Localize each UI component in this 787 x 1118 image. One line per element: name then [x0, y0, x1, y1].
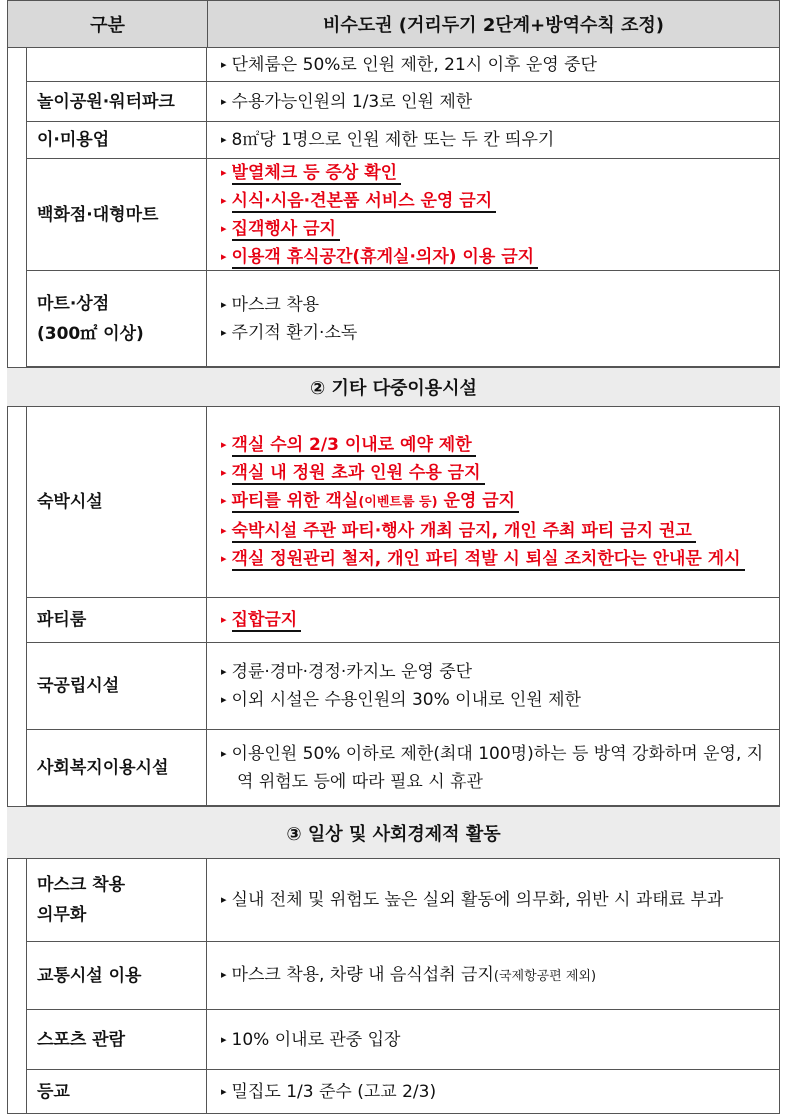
row-content: [207, 122, 780, 159]
row-indent-cell: [7, 598, 27, 643]
row-label-line: 마스크 착용: [37, 875, 126, 895]
policy-table: [7, 0, 780, 1114]
bullet-item: [221, 545, 771, 573]
row-label-line: 숙박시설: [37, 492, 103, 512]
row-content: [207, 859, 780, 942]
row-content: [207, 643, 780, 730]
bullet-text-main: 마스크 착용, 차량 내 음식섭취 금지: [231, 964, 494, 985]
bullet-text: [232, 219, 340, 241]
bullet-item: [221, 686, 771, 714]
bullet-text: [232, 690, 581, 710]
table-row: [7, 122, 780, 159]
triangle-right-icon: ▸: [221, 1084, 227, 1098]
row-indent-cell: [7, 159, 27, 271]
triangle-right-icon: ▸: [221, 438, 227, 451]
bullet-text-main: 시식·시음·견본품 서비스 운영 금지: [231, 190, 493, 211]
row-indent-cell: [7, 859, 27, 942]
row-label-line: 국공립시설: [37, 676, 120, 696]
row-label-line: 이·미용업: [37, 130, 110, 150]
bullet-text: [232, 521, 696, 543]
row-content: [207, 159, 780, 271]
bullet-item: [221, 886, 771, 914]
triangle-right-icon: ▸: [221, 693, 227, 706]
bullet-text: [232, 965, 597, 985]
bullet-text-main: 8㎡당 1명으로 인원 제한 또는 두 칸 띄우기: [231, 130, 555, 150]
triangle-right-icon: ▸: [221, 466, 227, 479]
bullet-text: [232, 662, 473, 682]
bullet-text: [232, 549, 745, 571]
row-label-line: 사회복지이용시설: [37, 757, 169, 778]
row-indent-cell: [7, 730, 27, 806]
row-indent-cell: [7, 271, 27, 367]
bullet-text-main: 객실 내 정원 초과 인원 수용 금지: [231, 463, 481, 483]
bullet-text-main: 객실 정원관리 철저, 개인 파티 적발 시 퇴실 조치한다는 안내문 게시: [231, 549, 741, 569]
triangle-right-icon: ▸: [221, 193, 227, 207]
row-label: [27, 942, 207, 1010]
bullet-text: [232, 744, 764, 792]
table-row: [7, 82, 780, 122]
bullet-item: [221, 658, 771, 686]
row-content: [207, 407, 780, 598]
row-content: [207, 82, 780, 122]
table-row: [7, 942, 780, 1010]
bullet-text-main: 발열체크 등 증상 확인: [231, 162, 398, 183]
bullet-text: [232, 247, 539, 269]
bullet-text: [232, 191, 497, 213]
bullet-item: [221, 459, 771, 487]
bullet-item: [221, 187, 771, 215]
bullet-text: [232, 92, 473, 112]
bullet-text-main: 실내 전체 및 위험도 높은 실외 활동에 의무화, 위반 시 과태료 부과: [231, 890, 724, 910]
bullet-text-main: 주기적 환기·소독: [231, 322, 358, 343]
row-label-line: 백화점·대형마트: [37, 204, 159, 225]
bullet-text-main: 집객행사 금지: [231, 218, 336, 239]
row-content: [207, 271, 780, 367]
table-row: [7, 407, 780, 598]
triangle-right-icon: ▸: [221, 57, 227, 71]
triangle-right-icon: ▸: [221, 552, 227, 565]
row-label-line: (300㎡ 이상): [37, 323, 144, 344]
bullet-text: [232, 435, 476, 457]
row-content: [207, 1010, 780, 1070]
triangle-right-icon: ▸: [221, 613, 227, 626]
row-content: [207, 730, 780, 806]
bullet-text-tail: 운영 금지: [437, 491, 516, 511]
triangle-right-icon: ▸: [221, 524, 227, 537]
triangle-right-icon: ▸: [221, 133, 227, 146]
row-label: [27, 82, 207, 122]
table-row: [7, 271, 780, 367]
row-label-line: 스포츠 관람: [37, 1029, 126, 1050]
bullet-text: [232, 295, 320, 315]
triangle-right-icon: ▸: [221, 893, 227, 906]
row-label: [27, 598, 207, 643]
triangle-right-icon: ▸: [221, 165, 227, 179]
row-label-line: 의무화: [37, 905, 87, 925]
header-category: 구분: [7, 0, 208, 48]
bullet-text: [232, 463, 485, 485]
row-indent-cell: [7, 82, 27, 122]
bullet-item: [221, 961, 771, 991]
bullet-text-main: 10% 이내로 관중 입장: [231, 1029, 401, 1050]
row-indent-cell: [7, 942, 27, 1010]
bullet-text-note: (국제항공편 제외): [493, 968, 597, 984]
bullet-item: [221, 126, 771, 154]
triangle-right-icon: ▸: [221, 665, 227, 678]
bullet-text-main: 경륜·경마·경정·카지노 운영 중단: [231, 662, 473, 682]
header-region: 비수도권 (거리두기 2단계+방역수칙 조정): [207, 0, 780, 48]
bullet-text-main: 수용가능인원의 1/3로 인원 제한: [231, 91, 473, 112]
bullet-item: [221, 319, 771, 347]
row-content: [207, 942, 780, 1010]
bullet-text: [232, 890, 724, 910]
row-label: [27, 859, 207, 942]
bullet-item: [221, 1026, 771, 1054]
bullet-text-main: 밀집도 1/3 준수 (고교 2/3): [231, 1081, 437, 1102]
bullet-item: [221, 88, 771, 116]
bullet-text: [232, 130, 555, 150]
table-row: [7, 598, 780, 643]
row-label: [27, 48, 207, 82]
bullet-text-main: 집합금지: [231, 610, 298, 630]
table-row: [7, 859, 780, 942]
row-label: [27, 159, 207, 271]
row-label: [27, 1010, 207, 1070]
bullet-item: [221, 243, 771, 271]
table-row: [7, 48, 780, 82]
table-row: [7, 730, 780, 806]
row-label: [27, 1070, 207, 1114]
bullet-text: [232, 491, 520, 513]
bullet-item: [221, 291, 771, 319]
row-indent-cell: [7, 407, 27, 598]
table-row: [7, 643, 780, 730]
bullet-item: [221, 431, 771, 459]
bullet-text: [232, 1082, 437, 1102]
bullet-text-main: 숙박시설 주관 파티·행사 개최 금지, 개인 주최 파티 금지 권고: [231, 521, 692, 541]
triangle-right-icon: ▸: [221, 1032, 227, 1046]
bullet-item: [221, 51, 771, 79]
bullet-text: [232, 323, 358, 343]
row-label: [27, 730, 207, 806]
triangle-right-icon: ▸: [221, 249, 227, 263]
bullet-text: [232, 163, 402, 185]
bullet-text-main: 객실 수의 2/3 이내로 예약 제한: [231, 435, 472, 455]
triangle-right-icon: ▸: [221, 325, 227, 339]
row-label-line: 놀이공원·워터파크: [37, 91, 175, 112]
row-indent-cell: [7, 48, 27, 82]
triangle-right-icon: ▸: [221, 94, 227, 108]
bullet-item: [221, 159, 771, 187]
row-label-line: 마트·상점: [37, 293, 110, 314]
triangle-right-icon: ▸: [221, 494, 227, 507]
triangle-right-icon: ▸: [221, 297, 227, 311]
bullet-item: [221, 215, 771, 243]
bullet-item: [221, 606, 771, 634]
section-title: ② 기타 다중이용시설: [7, 367, 780, 407]
table-row: [7, 159, 780, 271]
triangle-right-icon: ▸: [221, 221, 227, 235]
triangle-right-icon: ▸: [221, 967, 227, 981]
bullet-item: [221, 487, 771, 517]
bullet-item: [221, 517, 771, 545]
bullet-text-main: 단체룸은 50%로 인원 제한, 21시 이후 운영 중단: [231, 54, 597, 75]
bullet-text-main: 파티를 위한 객실: [231, 491, 359, 511]
row-label-line: 교통시설 이용: [37, 965, 142, 986]
row-content: [207, 598, 780, 643]
bullet-item: [221, 1078, 771, 1106]
bullet-item: [221, 740, 771, 796]
section-title: ③ 일상 및 사회경제적 활동: [7, 806, 780, 859]
row-label-line: 등교: [37, 1081, 70, 1102]
table-row: [7, 1070, 780, 1114]
row-indent-cell: [7, 1010, 27, 1070]
triangle-right-icon: ▸: [221, 746, 227, 760]
row-label: [27, 122, 207, 159]
bullet-text: [232, 610, 302, 632]
row-label: [27, 407, 207, 598]
bullet-text: [232, 55, 597, 75]
bullet-text-main: 이용객 휴식공간(휴게실·의자) 이용 금지: [231, 246, 535, 267]
bullet-text-note: (이벤트룸 등): [358, 495, 438, 510]
row-indent-cell: [7, 1070, 27, 1114]
row-indent-cell: [7, 122, 27, 159]
table-row: [7, 1010, 780, 1070]
row-label: [27, 271, 207, 367]
row-label-line: 파티룸: [37, 610, 87, 630]
row-content: [207, 48, 780, 82]
bullet-text-main: 마스크 착용: [231, 294, 320, 315]
row-indent-cell: [7, 643, 27, 730]
bullet-text: [232, 1030, 401, 1050]
bullet-text-main: 이외 시설은 수용인원의 30% 이내로 인원 제한: [231, 690, 581, 710]
row-content: [207, 1070, 780, 1114]
bullet-text-main: 이용인원 50% 이하로 제한(최대 100명)하는 등 방역 강화하며 운영, 지역 위험도 등에 따라 필요 시 휴관: [231, 743, 764, 792]
row-label: [27, 643, 207, 730]
